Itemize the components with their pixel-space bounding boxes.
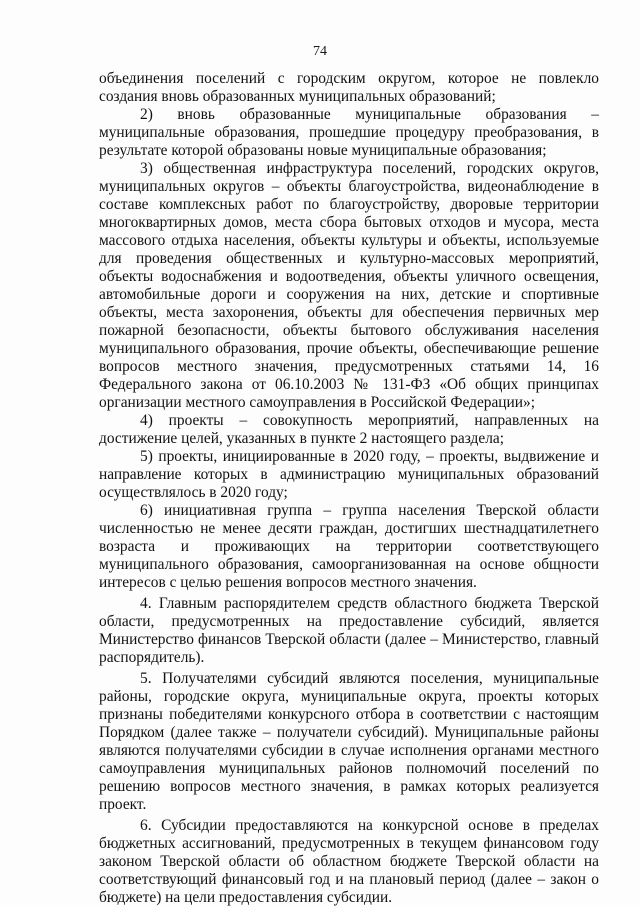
paragraph-section-4: 4. Главным распорядителем средств областного бюджета Тверской области, предусмотренных на предоставление субсидий, является Министерство финансов Тверской области (далее – Министерство, главный распорядитель). bbox=[99, 595, 599, 666]
paragraph-item-5: 5) проекты, инициированные в 2020 году, – проекты, выдвижение и направление которых в администрацию муниципальных образований осуществлялось в 2020 году; bbox=[99, 448, 599, 501]
paragraph-continuation: объединения поселений с городским округом, которое не повлекло создания вновь образованных муниципальных образований; bbox=[99, 70, 599, 105]
paragraph-item-2: 2) вновь образованные муниципальные образования – муниципальные образования, прошедшие процедуру преобразования, в результате которой образованы новые муниципальные образования; bbox=[99, 106, 599, 159]
document-body bbox=[99, 70, 599, 907]
paragraph-item-6: 6) инициативная группа – группа населения Тверской области численностью не менее десяти граждан, достигших шестнадцатилетнего возраста и проживающих на территории соответствующего муниципального образования, самоорганизованная на основе общности интересов с целью решения вопросов местного значения. bbox=[99, 502, 599, 591]
paragraph-item-4: 4) проекты – совокупность мероприятий, направленных на достижение целей, указанных в пункте 2 настоящего раздела; bbox=[99, 412, 599, 447]
paragraph-section-6: 6. Субсидии предоставляются на конкурсной основе в пределах бюджетных ассигнований, предусмотренных в текущем финансовом году законом Тверской области об областном бюджете Тверской области на соответствующий финансовый год и на плановый период (далее – закон о бюджете) на цели предоставления субсидии. bbox=[99, 817, 599, 906]
paragraph-item-3: 3) общественная инфраструктура поселений, городских округов, муниципальных округов – объекты благоустройства, видеонаблюдение в составе комплексных работ по благоустройству, дворовые территории многоквартирных домов, места сбора бытовых отходов и мусора, места массового отдыха населения, объекты культуры и объекты, используемые для проведения общественных и культурно-массовых мероприятий, объекты водоснабжения и водоотведения, объекты уличного освещения, автомобильные дороги и сооружения на них, детские и спортивные объекты, места захоронения, объекты для обеспечения первичных мер пожарной безопасности, объекты бытового обслуживания населения муниципального образования, прочие объекты, обеспечивающие решение вопросов местного значения, предусмотренных статьями 14, 16 Федерального закона от 06.10.2003 № 131-ФЗ «Об общих принципах организации местного самоуправления в Российской Федерации»; bbox=[99, 160, 599, 411]
paragraph-section-5: 5. Получателями субсидий являются поселения, муниципальные районы, городские округа, муниципальные округа, проекты которых признаны победителями конкурсного отбора в соответствии с настоящим Порядком (далее также – получатели субсидий). Муниципальные районы являются получателями субсидии в случае исполнения органами местного самоуправления муниципальных районов полномочий поселений по решению вопросов местного значения, в рамках которых реализуется проект. bbox=[99, 670, 599, 813]
page-number: 74 bbox=[313, 44, 327, 59]
